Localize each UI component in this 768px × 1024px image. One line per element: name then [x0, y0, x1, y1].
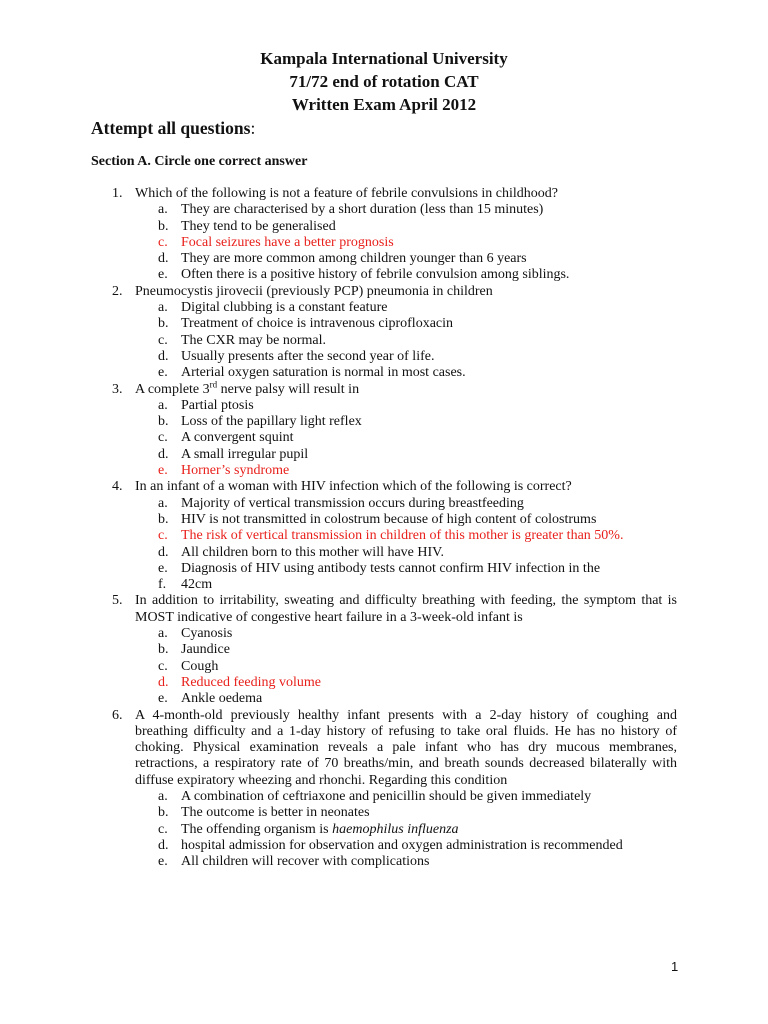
option-text: Cyanosis	[181, 626, 233, 642]
option-text: The outcome is better in neonates	[181, 805, 370, 821]
option-row	[0, 349, 768, 365]
option-letter: a.	[158, 397, 168, 413]
option-text: Ankle oedema	[181, 691, 263, 707]
option-text	[181, 822, 459, 838]
option-text-part: The offending organism is	[181, 821, 333, 837]
question-text-part: nerve palsy will result in	[217, 381, 360, 397]
question-text: Which of the following is not a feature of febrile convulsions in childhood?	[135, 186, 559, 201]
question-list	[0, 186, 768, 870]
option-row	[0, 430, 768, 446]
question-number: 4.	[112, 479, 123, 495]
option-text: Horner’s syndrome	[181, 463, 290, 479]
option-letter: c.	[158, 528, 168, 544]
option-row	[0, 202, 768, 218]
correct-option-row	[0, 528, 768, 544]
option-row	[0, 512, 768, 528]
option-text: A small irregular pupil	[181, 446, 309, 462]
option-text: Usually presents after the second year of life.	[181, 348, 435, 364]
option-row	[0, 789, 768, 805]
option-row	[0, 316, 768, 332]
option-text: They tend to be generalised	[181, 218, 336, 234]
attempt-instruction	[91, 118, 255, 139]
option-text: A combination of ceftriaxone and penicillin should be given immediately	[181, 788, 592, 804]
section-heading: Section A. Circle one correct answer	[91, 154, 308, 169]
option-row	[0, 642, 768, 658]
option-text: hospital admission for observation and oxygen administration is recommended	[181, 837, 623, 853]
option-row	[0, 300, 768, 316]
option-row	[0, 854, 768, 870]
option-letter: e.	[158, 365, 168, 381]
option-row	[0, 414, 768, 430]
option-text: All children born to this mother will have HIV.	[181, 544, 444, 560]
question-text: Pneumocystis jirovecii (previously PCP) pneumonia in children	[135, 283, 493, 299]
correct-option-row	[0, 463, 768, 479]
option-letter: e.	[158, 267, 168, 283]
option-letter: f.	[158, 577, 167, 593]
question-text: In an infant of a woman with HIV infection which of the following is correct?	[135, 479, 572, 495]
correct-option-row	[0, 675, 768, 691]
option-row	[0, 561, 768, 577]
option-letter: e.	[158, 463, 168, 479]
option-letter: b.	[158, 414, 169, 430]
option-text: 42cm	[181, 577, 213, 593]
attempt-text: Attempt all questions	[91, 118, 251, 138]
question-5	[0, 593, 768, 626]
option-letter: d.	[158, 446, 169, 462]
question-text	[135, 378, 677, 398]
option-letter: b.	[158, 805, 169, 821]
option-row	[0, 267, 768, 283]
option-row	[0, 822, 768, 838]
option-text: Majority of vertical transmission occurs during breastfeeding	[181, 495, 524, 511]
option-row	[0, 691, 768, 707]
option-letter: e.	[158, 854, 168, 870]
option-text: HIV is not transmitted in colostrum because of high content of colostrums	[181, 511, 597, 527]
option-letter: a.	[158, 495, 168, 511]
option-row	[0, 219, 768, 235]
option-text: Focal seizures have a better prognosis	[181, 234, 394, 250]
exam-header	[0, 47, 768, 116]
option-letter: c.	[158, 658, 168, 674]
option-text: A convergent squint	[181, 430, 294, 446]
option-letter: c.	[158, 234, 168, 250]
option-row	[0, 333, 768, 349]
option-letter: a.	[158, 202, 168, 218]
option-row	[0, 447, 768, 463]
option-text: Cough	[181, 658, 219, 674]
question-number: 5.	[112, 593, 123, 609]
question-number: 3.	[112, 381, 123, 397]
exam-subtitle: 71/72 end of rotation CAT	[289, 72, 479, 91]
university-name: Kampala International University	[260, 49, 508, 68]
exam-date: Written Exam April 2012	[291, 95, 477, 114]
option-letter: b.	[158, 511, 169, 527]
question-1	[0, 186, 768, 202]
option-letter: b.	[158, 218, 169, 234]
option-row	[0, 545, 768, 561]
option-row	[0, 805, 768, 821]
option-text: They are characterised by a short duration (less than 15 minutes)	[181, 202, 544, 218]
option-row	[0, 365, 768, 381]
question-text: A 4-month-old previously healthy infant presents with a 2-day history of coughing and breathing difficulty and a 1-day history of refusing to take oral fluids. He has no history of choking. Physical examination reveals a pale infant who has dry mucous membranes, retractions, a respiratory rate of 70 breaths/min, and breath sounds decreased bilaterally with diffuse expiratory wheezing and rhonchi. Regarding this condition	[135, 707, 677, 788]
question-number: 2.	[112, 283, 123, 299]
option-letter: a.	[158, 788, 168, 804]
option-text: Often there is a positive history of febrile convulsion among siblings.	[181, 267, 570, 283]
option-letter: d.	[158, 251, 169, 267]
option-letter: a.	[158, 626, 168, 642]
option-letter: c.	[158, 821, 168, 837]
option-row	[0, 496, 768, 512]
option-letter: c.	[158, 430, 168, 446]
question-3	[0, 378, 768, 398]
option-text: Diagnosis of HIV using antibody tests cannot confirm HIV infection in the	[181, 560, 601, 576]
ordinal-superscript: rd	[209, 378, 218, 389]
option-text: Jaundice	[181, 642, 230, 658]
option-text: Arterial oxygen saturation is normal in most cases.	[181, 365, 466, 381]
option-text: They are more common among children younger than 6 years	[181, 251, 527, 267]
option-letter: d.	[158, 544, 169, 560]
question-4	[0, 479, 768, 495]
option-letter: a.	[158, 300, 168, 316]
option-letter: d.	[158, 674, 169, 690]
question-2	[0, 284, 768, 300]
attempt-colon: :	[250, 118, 256, 138]
option-text: Loss of the papillary light reflex	[181, 414, 362, 430]
option-letter: d.	[158, 348, 169, 364]
question-text-part: A complete 3	[135, 381, 210, 397]
option-letter: b.	[158, 316, 169, 332]
option-letter: d.	[158, 837, 169, 853]
option-text: Treatment of choice is intravenous ciprofloxacin	[181, 316, 454, 332]
option-row	[0, 659, 768, 675]
option-letter: e.	[158, 560, 168, 576]
correct-option-row	[0, 235, 768, 251]
question-text: In addition to irritability, sweating and difficulty breathing with feeding, the symptom that is MOST indicative of congestive heart failure in a 3-week-old infant is	[135, 593, 677, 625]
option-row	[0, 626, 768, 642]
option-text: The risk of vertical transmission in children of this mother is greater than 50%.	[181, 528, 624, 544]
option-text: The CXR may be normal.	[181, 332, 327, 348]
question-6	[0, 708, 768, 789]
option-row	[0, 398, 768, 414]
option-text: Partial ptosis	[181, 397, 254, 413]
organism-name: haemophilus influenza	[332, 821, 459, 837]
option-row	[0, 251, 768, 267]
option-letter: b.	[158, 642, 169, 658]
option-letter: e.	[158, 691, 168, 707]
question-number: 1.	[112, 186, 123, 201]
option-text: Digital clubbing is a constant feature	[181, 300, 388, 316]
option-row	[0, 838, 768, 854]
option-text: Reduced feeding volume	[181, 674, 321, 690]
option-row	[0, 577, 768, 593]
question-number: 6.	[112, 707, 123, 723]
option-letter: c.	[158, 332, 168, 348]
page-number: 1	[671, 959, 679, 974]
option-text: All children will recover with complications	[181, 854, 430, 870]
